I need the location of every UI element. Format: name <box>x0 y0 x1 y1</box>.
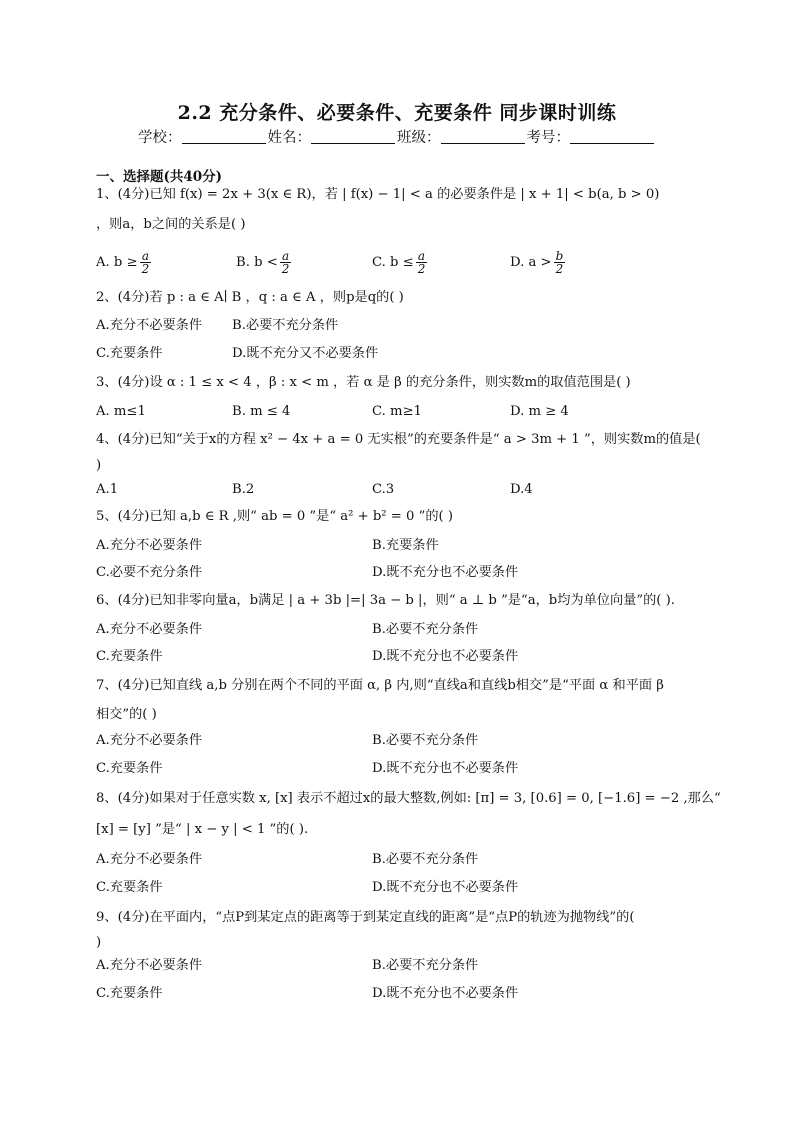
q6-option-d[interactable]: D.既不充分也不必要条件 <box>372 649 519 664</box>
q8-option-c[interactable]: C.充要条件 <box>96 880 163 895</box>
q1-option-b-fraction <box>280 250 292 275</box>
q2-option-b[interactable]: B.必要不充分条件 <box>232 318 339 333</box>
q5-option-d[interactable]: D.既不充分也不必要条件 <box>372 565 519 580</box>
name-label: 姓名： <box>267 130 311 146</box>
q6-stem: 6、(4分)已知非零向量a，b满足 | a + 3b |=| 3a − b |，则“ a ⊥ b ”是“a，b均为单位向量”的( ). <box>96 593 675 608</box>
q3-stem: 3、(4分)设 α : 1 ≤ x < 4 ，β : x < m ，若 α 是 β 的充分条件，则实数m的取值范围是( ) <box>96 375 631 390</box>
q9-option-a[interactable]: A.充分不必要条件 <box>96 958 203 973</box>
q4-stem-line2: ) <box>96 458 102 473</box>
q8-option-b[interactable]: B.必要不充分条件 <box>372 852 479 867</box>
q6-option-b[interactable]: B.必要不充分条件 <box>372 622 479 637</box>
q3-option-a[interactable]: A. m≤1 <box>96 404 146 419</box>
q7-option-a[interactable]: A.充分不必要条件 <box>96 733 203 748</box>
q3-option-b[interactable]: B. m ≤ 4 <box>232 404 291 419</box>
q9-stem-line2: ) <box>96 935 102 950</box>
q1-option-d-den: 2 <box>555 262 564 276</box>
page-title: 2.2 充分条件、必要条件、充要条件 同步课时训练 <box>177 102 617 124</box>
q8-stem-line1: 8、(4分)如果对于任意实数 x, [x] 表示不超过x的最大整数,例如: [π] = 3, [0.6] = 0, [−1.6] = −2 ,那么“ <box>96 791 721 806</box>
q2-option-a[interactable]: A.充分不必要条件 <box>96 318 203 333</box>
q7-stem-line2: 相交”的( ) <box>96 707 157 722</box>
q1-option-a-num: a <box>140 250 152 263</box>
q1-option-d[interactable] <box>510 250 565 275</box>
q2-option-c[interactable]: C.充要条件 <box>96 346 163 361</box>
q1-option-c-fraction <box>416 250 428 275</box>
q5-stem: 5、(4分)已知 a,b ∈ R ,则“ ab = 0 ”是“ a² + b² = 0 ”的( ) <box>96 509 454 524</box>
q1-option-d-text: D. a > <box>510 255 552 270</box>
q9-stem-line1: 9、(4分)在平面内，“点P到某定点的距离等于到某定直线的距离”是“点P的轨迹为抛物线”的( <box>96 910 635 925</box>
class-label: 班级： <box>397 130 441 146</box>
q3-option-d[interactable]: D. m ≥ 4 <box>510 404 569 419</box>
q7-option-c[interactable]: C.充要条件 <box>96 761 163 776</box>
class-blank[interactable] <box>441 129 525 144</box>
q7-stem-line1: 7、(4分)已知直线 a,b 分别在两个不同的平面 α, β 内,则“直线a和直线b相交”是“平面 α 和平面 β <box>96 678 664 693</box>
q1-option-a-text: A. b ≥ <box>96 255 138 270</box>
q3-option-c[interactable]: C. m≥1 <box>372 404 422 419</box>
q1-option-c-text: C. b ≤ <box>372 255 414 270</box>
q7-option-d[interactable]: D.既不充分也不必要条件 <box>372 761 519 776</box>
q9-option-b[interactable]: B.必要不充分条件 <box>372 958 479 973</box>
q1-option-b-den: 2 <box>281 262 290 276</box>
q5-option-a[interactable]: A.充分不必要条件 <box>96 538 203 553</box>
q4-option-d[interactable]: D.4 <box>510 482 533 497</box>
q1-option-d-num: b <box>555 249 564 263</box>
id-blank[interactable] <box>570 129 654 144</box>
q1-option-c-den: 2 <box>417 262 426 276</box>
q1-option-a[interactable] <box>96 250 151 275</box>
q1-stem-line2: ，则a，b之间的关系是( ) <box>96 217 246 232</box>
q1-stem-line1: 1、(4分)已知 f(x) = 2x + 3(x ∈ R)，若 | f(x) − 1| < a 的必要条件是 | x + 1| < b(a, b > 0) <box>96 187 660 202</box>
q4-option-a[interactable]: A.1 <box>96 482 119 497</box>
q9-option-c[interactable]: C.充要条件 <box>96 986 163 1001</box>
student-info-row <box>0 126 794 147</box>
school-blank[interactable] <box>182 129 266 144</box>
q4-option-b[interactable]: B.2 <box>232 482 255 497</box>
q9-option-d[interactable]: D.既不充分也不必要条件 <box>372 986 519 1001</box>
q1-option-b[interactable] <box>236 250 291 275</box>
name-blank[interactable] <box>311 129 395 144</box>
school-label: 学校： <box>138 130 182 146</box>
q4-option-c[interactable]: C.3 <box>372 482 395 497</box>
q6-option-c[interactable]: C.充要条件 <box>96 649 163 664</box>
q2-stem: 2、(4分)若 p : a ∈ A∣ B ，q : a ∈ A ，则p是q的( ) <box>96 290 404 305</box>
q8-option-d[interactable]: D.既不充分也不必要条件 <box>372 880 519 895</box>
id-label: 考号： <box>526 130 570 146</box>
section-heading: 一、选择题(共40分) <box>96 169 223 185</box>
q5-option-c[interactable]: C.必要不充分条件 <box>96 565 203 580</box>
q6-option-a[interactable]: A.充分不必要条件 <box>96 622 203 637</box>
q1-option-c[interactable] <box>372 250 427 275</box>
q2-option-d[interactable]: D.既不充分又不必要条件 <box>232 346 379 361</box>
q1-option-d-fraction <box>554 250 566 275</box>
q4-stem-line1: 4、(4分)已知“关于x的方程 x² − 4x + a = 0 无实根”的充要条件是“ a > 3m + 1 ”，则实数m的值是( <box>96 432 701 447</box>
q1-option-a-fraction <box>140 250 152 275</box>
q1-option-a-den: 2 <box>141 262 150 276</box>
q5-option-b[interactable]: B.充要条件 <box>372 538 439 553</box>
q8-stem-line2: [x] = [y] ”是“ | x − y | < 1 ”的( ). <box>96 822 309 837</box>
q8-option-a[interactable]: A.充分不必要条件 <box>96 852 203 867</box>
q1-option-c-num: a <box>416 250 428 263</box>
q1-option-b-num: a <box>280 250 292 263</box>
q7-option-b[interactable]: B.必要不充分条件 <box>372 733 479 748</box>
q1-option-b-text: B. b < <box>236 255 278 270</box>
